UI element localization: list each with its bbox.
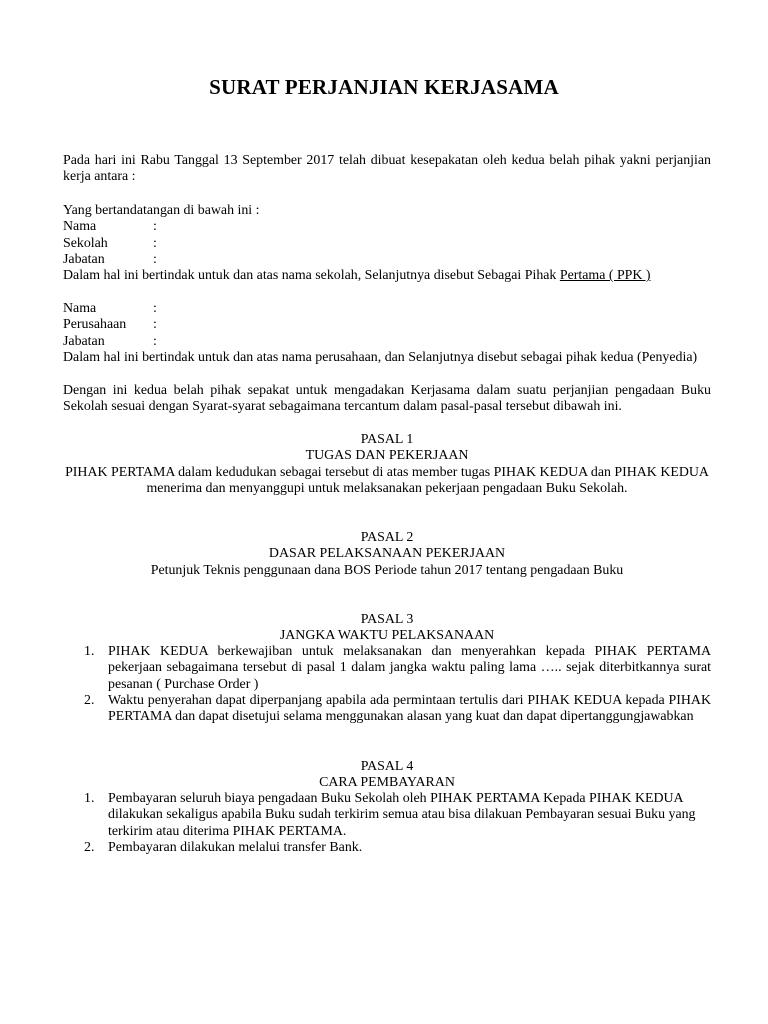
party-one-statement-text: Dalam hal ini bertindak untuk dan atas nama sekolah, Selanjutnya disebut Sebagai Pihak (63, 268, 560, 284)
signer-heading: Yang bertandatangan di bawah ini : (63, 203, 260, 218)
party-one-role: Pertama ( PPK ) (559, 268, 651, 284)
pasal-4-number: PASAL 4 (360, 759, 414, 774)
list-item (63, 840, 711, 856)
list-item (63, 644, 711, 693)
pasal-3-list (63, 644, 711, 725)
pasal-1-heading: TUGAS DAN PEKERJAAN (305, 448, 469, 464)
field-label: Perusahaan (63, 317, 127, 333)
pasal-4-heading: CARA PEMBAYARAN (319, 775, 455, 791)
pasal-1-section (63, 432, 711, 497)
party-two-block (63, 301, 711, 366)
party-one-statement (63, 268, 711, 284)
pasal-2-heading: DASAR PELAKSANAAN PEKERJAAN (268, 546, 506, 562)
intro-paragraph: Pada hari ini Rabu Tanggal 13 September 2017 telah dibuat kesepakatan oleh kedua belah pihak yakni perjanjian kerja antara : (63, 153, 711, 185)
field-label: Jabatan (63, 251, 105, 267)
field-colon: : (153, 219, 157, 235)
pasal-2-text: Petunjuk Teknis penggunaan dana BOS Periode tahun 2017 tentang pengadaan Buku (150, 562, 624, 578)
list-item-number: 1. (84, 791, 95, 806)
field-label: Jabatan (63, 333, 105, 349)
pasal-2-section (63, 530, 711, 579)
list-item-text: Waktu penyerahan dapat diperpanjang apabila ada permintaan tertulis dari PIHAK KEDUA kepada PIHAK PERTAMA dan dapat disetujui selama menggunakan alasan yang kuat dan dapat dipertanggungjawabkan (108, 692, 711, 725)
field-label: Nama (63, 219, 97, 235)
list-item-number: 2. (84, 839, 95, 855)
pasal-4-header (63, 759, 711, 792)
pasal-3-heading: JANGKA WAKTU PELAKSANAAN (279, 628, 495, 644)
party-two-statement: Dalam hal ini bertindak untuk dan atas nama perusahaan, dan Selanjutnya disebut sebagai pihak kedua (Penyedia) (63, 349, 698, 365)
field-label: Nama (63, 301, 97, 316)
pasal-2-number: PASAL 2 (360, 530, 414, 545)
list-item (63, 791, 711, 840)
field-colon: : (153, 301, 157, 316)
document-title: SURAT PERJANJIAN KERJASAMA (209, 75, 559, 99)
pasal-3-number: PASAL 3 (360, 612, 414, 627)
field-label: Sekolah (63, 235, 108, 251)
list-item-number: 2. (84, 692, 95, 708)
field-colon: : (153, 333, 157, 349)
party-one-position-row (63, 252, 711, 268)
pasal-1-line-1: PIHAK PERTAMA dalam kedudukan sebagai tersebut di atas member tugas PIHAK KEDUA dan PIHAK KEDUA (65, 464, 709, 480)
field-colon: : (153, 235, 157, 251)
list-item-text: Pembayaran seluruh biaya pengadaan Buku Sekolah oleh PIHAK PERTAMA Kepada PIHAK KEDUA dilakukan sekaligus apabila Buku sudah terkirim semua atau bisa dilakuan Pembayaran sesuai Buku yang terkirim atau diterima PIHAK PERTAMA. (108, 791, 696, 839)
party-one-name-row (63, 219, 711, 235)
pasal-3-header (63, 612, 711, 645)
agreement-paragraph: Dengan ini kedua belah pihak sepakat untuk mengadakan Kerjasama dalam suatu perjanjian pengadaan Buku Sekolah sesuai dengan Syarat-syarat sebagaimana tercantum dalam pasal-pasal tersebut dibawah ini. (63, 383, 711, 415)
list-item (63, 693, 711, 726)
field-colon: : (153, 251, 157, 267)
party-two-company-row (63, 317, 711, 333)
list-item-text: PIHAK KEDUA berkewajiban untuk melaksanakan dan menyerahkan kepada PIHAK PERTAMA pekerjaan sebagaimana tersebut di pasal 1 dalam jangka waktu paling lama ….. sejak diterbitkannya surat pesanan ( Purchase Order ) (108, 644, 711, 692)
party-two-position-row (63, 334, 711, 350)
party-one-school-row (63, 236, 711, 252)
pasal-1-number: PASAL 1 (360, 432, 414, 447)
list-item-number: 1. (84, 644, 95, 659)
pasal-4-list (63, 791, 711, 856)
party-one-block (63, 203, 711, 284)
pasal-1-line-2: menerima dan menyanggupi untuk melaksanakan pekerjaan pengadaan Buku Sekolah. (146, 480, 628, 496)
list-item-text: Pembayaran dilakukan melalui transfer Bank. (108, 839, 363, 855)
field-colon: : (153, 317, 157, 333)
party-two-name-row (63, 301, 711, 317)
